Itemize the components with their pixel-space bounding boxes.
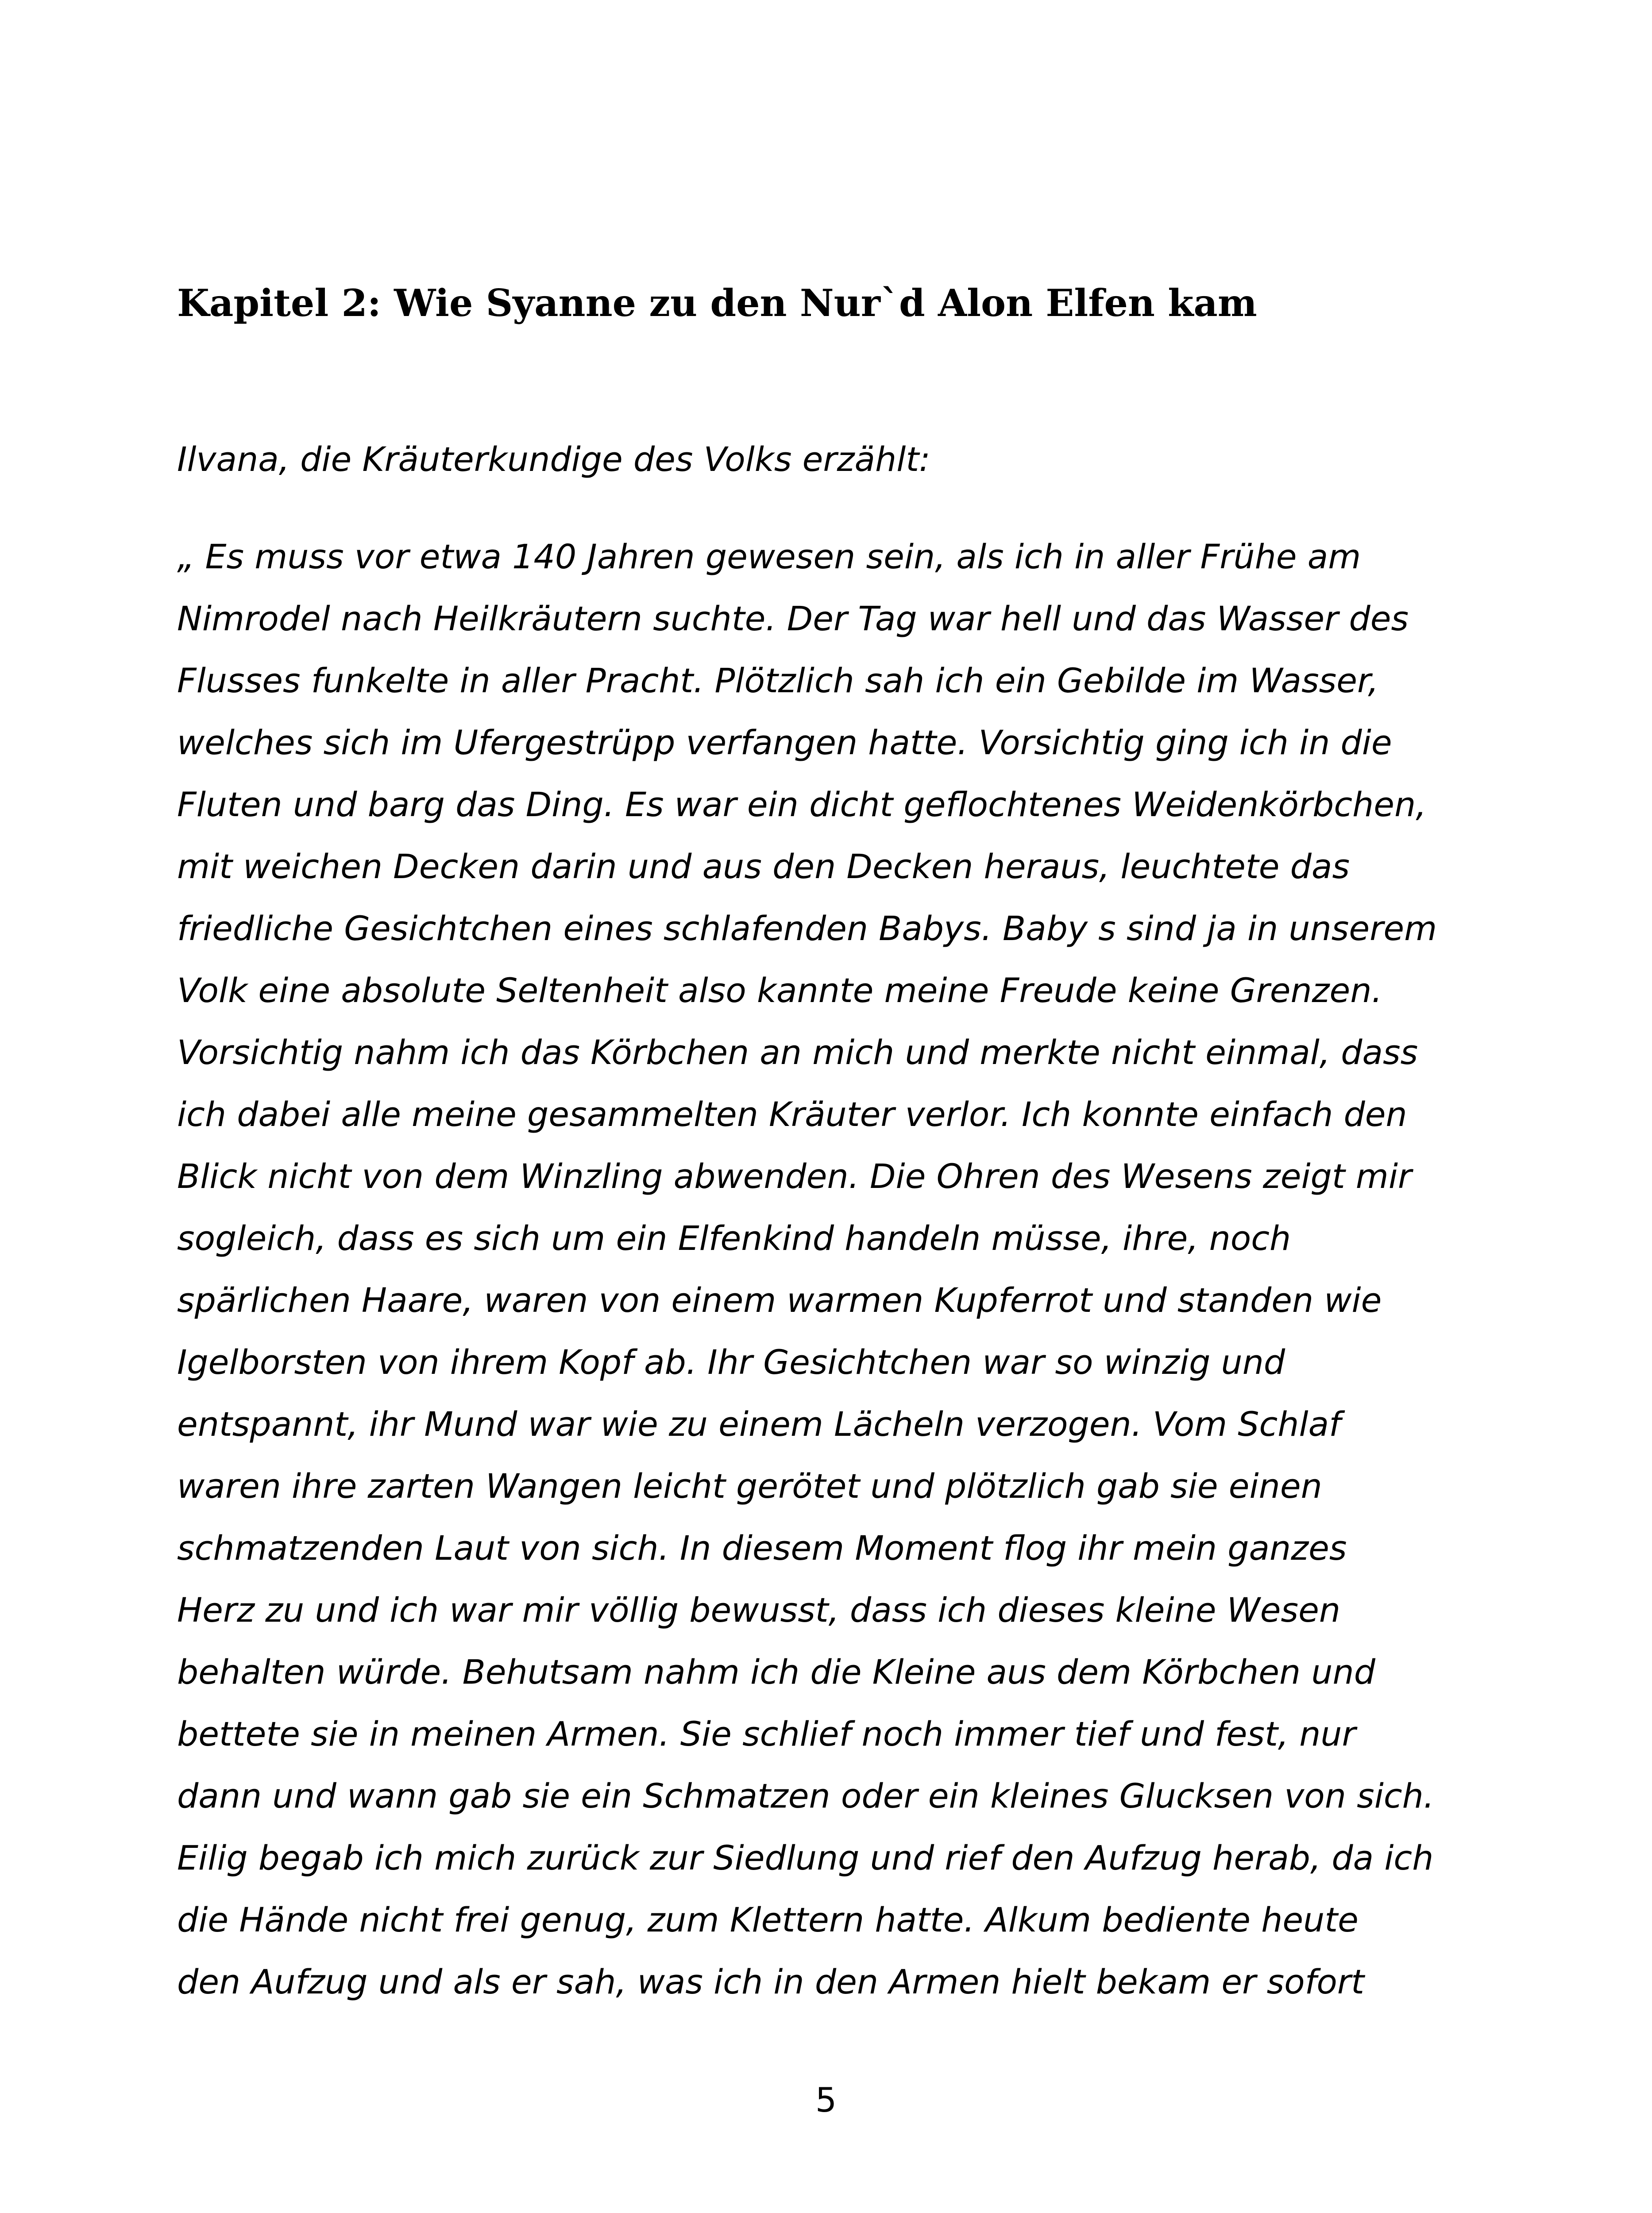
- body-line: Flusses funkelte in aller Pracht. Plötzlich sah ich ein Gebilde im Wasser,: [177, 661, 1379, 700]
- body-line: die Hände nicht frei genug, zum Klettern hatte. Alkum bediente heute: [177, 1900, 1359, 1939]
- body-line: dann und wann gab sie ein Schmatzen oder ein kleines Glucksen von sich.: [177, 1776, 1434, 1816]
- body-line: Vorsichtig nahm ich das Körbchen an mich und merkte nicht einmal, dass: [177, 1033, 1418, 1072]
- body-line: mit weichen Decken darin und aus den Decken heraus, leuchtete das: [177, 847, 1350, 886]
- body-line: spärlichen Haare, waren von einem warmen Kupferrot und standen wie: [177, 1280, 1382, 1320]
- body-line: Volk eine absolute Seltenheit also kannte meine Freude keine Grenzen.: [177, 971, 1382, 1010]
- body-line: bettete sie in meinen Armen. Sie schlief noch immer tief und fest, nur: [177, 1714, 1356, 1754]
- body-line: schmatzenden Laut von sich. In diesem Moment flog ihr mein ganzes: [177, 1528, 1347, 1568]
- body-line: Nimrodel nach Heilkräutern suchte. Der Tag war hell und das Wasser des: [177, 599, 1409, 638]
- page-number: 5: [815, 2080, 837, 2120]
- body-line: ich dabei alle meine gesammelten Kräuter verlor. Ich konnte einfach den: [177, 1095, 1407, 1134]
- body-line: Fluten und barg das Ding. Es war ein dicht geflochtenes Weidenkörbchen,: [177, 785, 1427, 824]
- body-line: Blick nicht von dem Winzling abwenden. Die Ohren des Wesens zeigt mir: [177, 1157, 1412, 1196]
- body-line: sogleich, dass es sich um ein Elfenkind handeln müsse, ihre, noch: [177, 1218, 1291, 1258]
- narrator-intro: Ilvana, die Kräuterkundige des Volks erzählt:: [177, 440, 930, 479]
- body-line: Herz zu und ich war mir völlig bewusst, dass ich dieses kleine Wesen: [177, 1590, 1341, 1630]
- story-body: [177, 526, 1505, 2013]
- body-line: Eilig begab ich mich zurück zur Siedlung und rief den Aufzug herab, da ich: [177, 1838, 1434, 1878]
- body-line: „ Es muss vor etwa 140 Jahren gewesen sein, als ich in aller Frühe am: [177, 537, 1361, 576]
- body-line: waren ihre zarten Wangen leicht gerötet und plötzlich gab sie einen: [177, 1466, 1322, 1506]
- body-line: den Aufzug und als er sah, was ich in den Armen hielt bekam er sofort: [177, 1962, 1364, 2001]
- body-line: Igelborsten von ihrem Kopf ab. Ihr Gesichtchen war so winzig und: [177, 1342, 1285, 1382]
- body-line: behalten würde. Behutsam nahm ich die Kleine aus dem Körbchen und: [177, 1652, 1375, 1692]
- chapter-title: Kapitel 2: Wie Syanne zu den Nur`d Alon Elfen kam: [177, 281, 1257, 325]
- body-line: entspannt, ihr Mund war wie zu einem Lächeln verzogen. Vom Schlaf: [177, 1404, 1341, 1444]
- body-line: welches sich im Ufergestrüpp verfangen hatte. Vorsichtig ging ich in die: [177, 723, 1392, 762]
- body-line: friedliche Gesichtchen eines schlafenden Babys. Baby s sind ja in unserem: [177, 909, 1437, 948]
